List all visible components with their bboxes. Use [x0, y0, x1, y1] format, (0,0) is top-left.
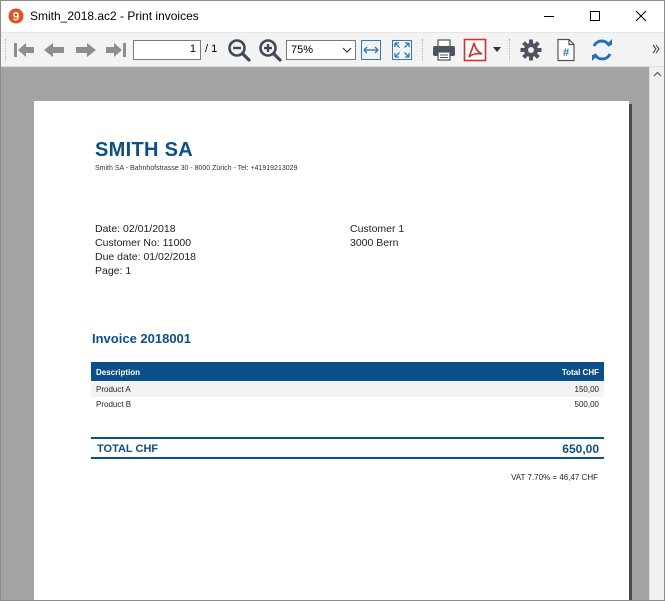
- total-value: 650,00: [562, 442, 599, 456]
- invoice-title: Invoice 2018001: [92, 331, 192, 346]
- page-number-icon: [556, 38, 576, 62]
- table-row: [91, 397, 604, 412]
- customer-number: Customer No: 11000: [95, 237, 192, 249]
- zoom-select[interactable]: [286, 40, 356, 60]
- due-date: Due date: 01/02/2018: [95, 251, 197, 263]
- close-button[interactable]: [618, 1, 664, 31]
- vat-summary: VAT 7.70% = 46,47 CHF: [511, 473, 598, 482]
- zoom-out-button[interactable]: [226, 37, 252, 63]
- page-number-input[interactable]: 1: [133, 40, 201, 60]
- toolbar-separator: [422, 39, 423, 61]
- page-label: Page: 1: [95, 265, 132, 277]
- pdf-export-button[interactable]: [462, 37, 488, 63]
- chevron-down-icon: [342, 45, 352, 55]
- zoom-in-icon: [258, 38, 282, 62]
- pdf-icon: [463, 38, 487, 62]
- company-address: Smith SA - Bahnhofstrasse 30 - 8000 Zürich - Tel: +41919213029: [95, 165, 298, 172]
- fit-page-icon: [391, 39, 413, 61]
- row-total: 500,00: [574, 400, 599, 409]
- caret-down-icon: [493, 47, 501, 53]
- invoice-date: Date: 02/01/2018: [95, 223, 176, 235]
- zoom-out-icon: [227, 38, 251, 62]
- first-page-button[interactable]: [11, 37, 37, 63]
- last-page-icon: [104, 40, 128, 60]
- column-header-description: Description: [96, 368, 141, 377]
- table-row: [91, 382, 604, 397]
- next-page-icon: [74, 40, 98, 60]
- customer-city: 3000 Bern: [350, 237, 399, 249]
- toolbar-separator: [509, 39, 510, 61]
- page-total-label: / 1: [205, 43, 218, 55]
- row-total: 150,00: [574, 385, 599, 394]
- fit-width-icon: [360, 39, 382, 61]
- app-logo-icon: [8, 8, 24, 24]
- maximize-icon: [589, 10, 601, 22]
- table-header: [91, 362, 604, 381]
- invoice-page: [34, 101, 629, 601]
- minimize-button[interactable]: [526, 1, 572, 31]
- zoom-value: 75%: [291, 44, 314, 56]
- previous-page-button[interactable]: [41, 37, 67, 63]
- total-divider-top: [91, 437, 604, 439]
- zoom-in-button[interactable]: [257, 37, 283, 63]
- first-page-icon: [12, 40, 36, 60]
- fit-width-button[interactable]: [359, 37, 383, 63]
- customer-name: Customer 1: [350, 223, 405, 235]
- svg-text:9: 9: [12, 9, 20, 24]
- pdf-options-dropdown[interactable]: [491, 37, 503, 63]
- refresh-icon: [589, 37, 615, 63]
- document-viewer[interactable]: [1, 67, 649, 601]
- settings-icon: [519, 38, 543, 62]
- svg-text:#: #: [562, 47, 570, 59]
- toolbar-grip[interactable]: [5, 39, 8, 61]
- refresh-button[interactable]: [588, 37, 616, 63]
- company-name: SMITH SA: [95, 139, 193, 161]
- settings-button[interactable]: [517, 37, 545, 63]
- title-bar: [1, 1, 664, 32]
- invoice-info: [95, 222, 196, 278]
- column-header-total: Total CHF: [561, 368, 599, 377]
- toolbar: [1, 32, 664, 67]
- next-page-button[interactable]: [73, 37, 99, 63]
- last-page-button[interactable]: [103, 37, 129, 63]
- previous-page-icon: [42, 40, 66, 60]
- scroll-up-icon[interactable]: [653, 71, 662, 77]
- page-number-button[interactable]: [554, 37, 578, 63]
- close-icon: [635, 10, 647, 22]
- toolbar-overflow-icon[interactable]: [652, 44, 660, 54]
- customer-address: [350, 222, 404, 250]
- print-button[interactable]: [430, 37, 458, 63]
- total-divider-bottom: [91, 457, 604, 459]
- minimize-icon: [543, 10, 555, 22]
- fit-page-button[interactable]: [390, 37, 414, 63]
- maximize-button[interactable]: [572, 1, 618, 31]
- total-label: TOTAL CHF: [97, 443, 159, 455]
- row-description: Product B: [96, 400, 132, 409]
- row-description: Product A: [96, 385, 131, 394]
- window-title: Smith_2018.ac2 - Print invoices: [30, 9, 199, 23]
- vertical-scrollbar[interactable]: [649, 67, 664, 601]
- print-icon: [431, 38, 457, 62]
